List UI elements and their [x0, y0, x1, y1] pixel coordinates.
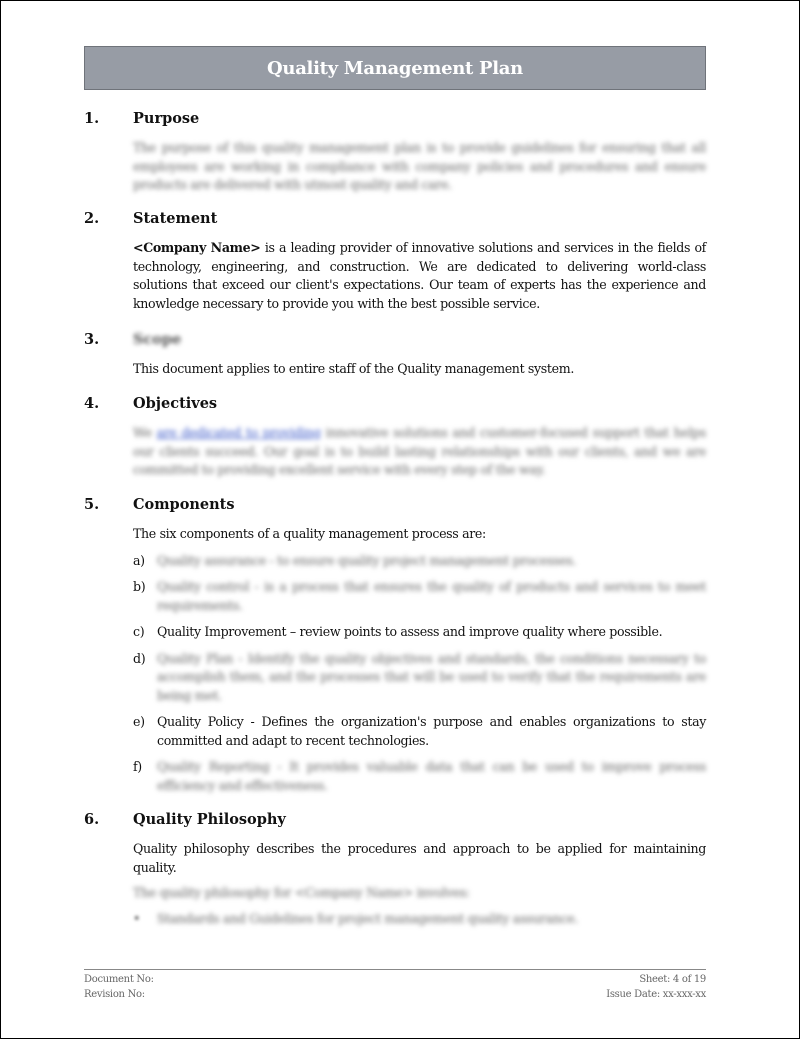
section-number: 2.: [84, 210, 100, 227]
spellcheck-underline: are dedicated to providing: [156, 425, 321, 440]
section-title: Purpose: [133, 110, 200, 127]
section-body: <Company Name> is a leading provider of innovative solutions and services in the fields of technology, engineering, and construction. We are dedicated to delivering world-class solutions that exceed our client's expectations. Our team of experts has the experience and knowledge necessary to provide you with the best possible service.: [133, 240, 706, 311]
section-title: Objectives: [133, 395, 218, 412]
sheet-number: Sheet: 4 of 19: [639, 974, 706, 985]
section-scope: [84, 331, 706, 379]
section-body: Quality philosophy describes the procedures and approach to be applied for maintaining quality.: [133, 841, 706, 875]
bullet-icon: •: [133, 910, 141, 926]
section-objectives: [84, 395, 706, 480]
issue-date: Issue Date: xx-xxx-xx: [606, 989, 706, 1000]
section-components: [84, 496, 706, 795]
section-number: 4.: [84, 395, 100, 412]
section-title: Components: [133, 496, 235, 513]
list-text: Quality Policy - Defines the organization's purpose and enables organizations to stay committed and adapt to recent technologies.: [157, 714, 706, 748]
list-marker: c): [133, 624, 145, 639]
title-banner: [84, 46, 706, 90]
list-text: Quality assurance - to ensure quality project management processes.: [157, 552, 577, 568]
bullet-item: [133, 910, 706, 929]
bullet-text: Standards and Guidelines for project management quality assurance.: [157, 910, 578, 926]
list-item: [133, 578, 706, 615]
section-number: 5.: [84, 496, 100, 513]
section-quality-philosophy: [84, 811, 706, 928]
list-text: Quality control - is a process that ensures the quality of products and services to meet requirements.: [157, 579, 706, 613]
section-title: Statement: [133, 210, 218, 227]
list-text: Quality Reporting - It provides valuable data that can be used to improve process efficiency and effectiveness.: [157, 759, 706, 793]
section-number: 3.: [84, 331, 100, 348]
section-body: This document applies to entire staff of the Quality management system.: [133, 361, 574, 376]
list-item: [133, 623, 706, 642]
list-marker: b): [133, 579, 146, 594]
section-body: We are dedicated to providing innovative solutions and customer-focused support that helps our clients succeed. Our goal is to build lasting relationships with our clients, and we are committed to providing excellent service with every step of the way.: [133, 425, 706, 477]
section-body-2: The quality philosophy for <Company Name> involves:: [133, 885, 470, 900]
section-statement: [84, 210, 706, 313]
section-number: 6.: [84, 811, 100, 828]
list-marker: f): [133, 759, 142, 774]
list-item: [133, 552, 706, 571]
section-body: The purpose of this quality management plan is to provide guidelines for ensuring that all employees are working in compliance with company policies and procedures and ensure products are delivered with utmost quality and care.: [133, 140, 706, 192]
page-footer: [84, 969, 706, 1002]
document-title: Quality Management Plan: [267, 57, 523, 79]
list-marker: d): [133, 650, 146, 666]
list-text: Quality Improvement – review points to assess and improve quality where possible.: [157, 624, 663, 639]
section-purpose: [84, 110, 706, 195]
list-text: Quality Plan - Identify the quality objectives and standards, the conditions necessary to accomplish them, and the processes that will be used to verify that the requirements are being met.: [157, 650, 706, 703]
section-title: Scope: [133, 331, 182, 348]
section-number: 1.: [84, 110, 100, 127]
document-no-label: Document No:: [84, 974, 154, 985]
company-name-placeholder: <Company Name>: [133, 240, 261, 255]
list-item: [133, 758, 706, 795]
list-marker: e): [133, 714, 145, 729]
section-title: Quality Philosophy: [133, 811, 286, 828]
list-marker: a): [133, 552, 145, 568]
list-item: [133, 713, 706, 750]
revision-no-label: Revision No:: [84, 989, 145, 1000]
section-intro: The six components of a quality management process are:: [133, 526, 486, 541]
list-item: [133, 650, 706, 706]
